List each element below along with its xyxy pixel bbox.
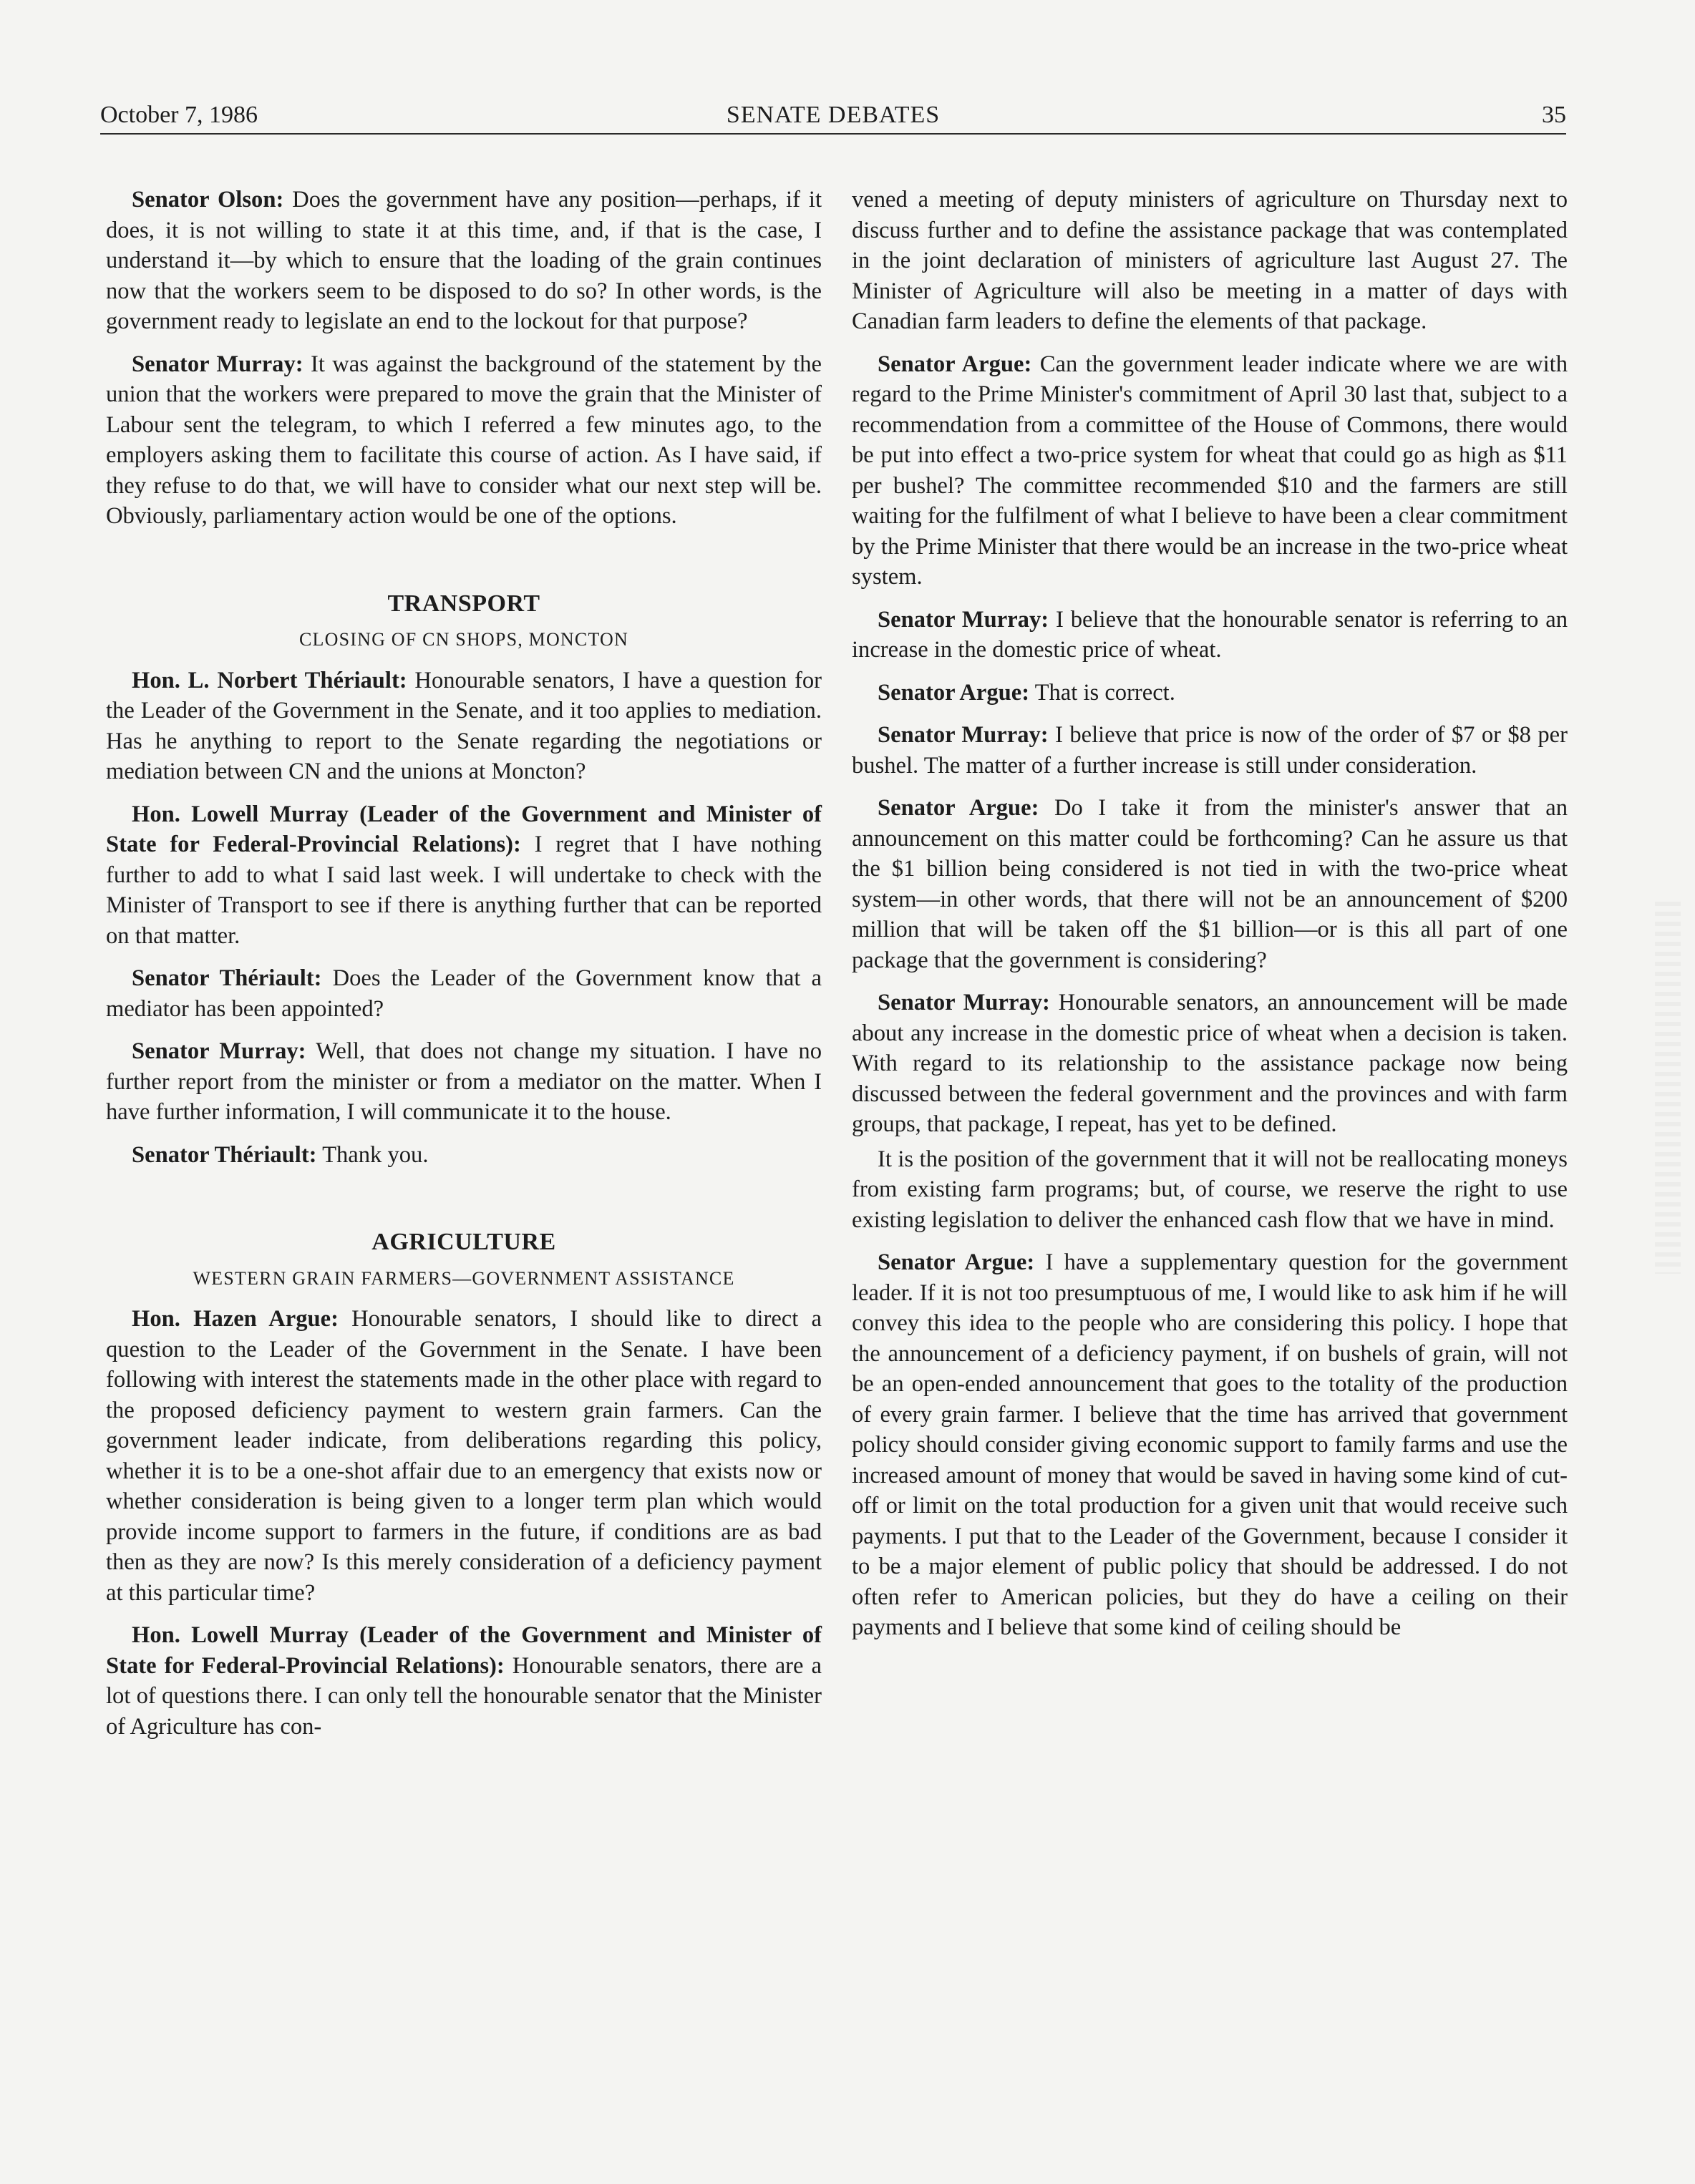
speech-text: I believe that the honourable senator is referring to an increase in the domestic price of wheat. xyxy=(852,606,1568,663)
right-column xyxy=(852,185,1568,1655)
speaker-name: Senator Olson: xyxy=(132,187,284,213)
speech-text: Do I take it from the minister's answer that an announcement on this matter could be forthcoming? Can he assure us that the $1 billion being considered is not tied in with the two-price wheat system—in other words, that there will not be an announcement of $200 million that will be taken off the $1 billion—or is this all part of one package that the government is considering? xyxy=(852,795,1568,973)
speech-text: I have a supplementary question for the government leader. If it is not too presumptuous of me, I would like to ask him if he will convey this idea to the people who are considering this policy. I hope that the announcement of a deficiency payment, if on bushels of grain, will not be an open-ended announcement that goes to the totality of the production of every grain farmer. I believe that the time has arrived that government policy should consider giving economic support to family farms and use the increased amount of money that would be saved in having some kind of cut-off or limit on the total production for a given unit that would receive such payments. I put that to the Leader of the Government, because I consider it to be a major element of public policy that should be addressed. I do not often refer to American policies, but they do have a ceiling on their payments and I believe that some kind of ceiling should be xyxy=(852,1249,1568,1640)
paragraph xyxy=(106,1304,822,1608)
paragraph xyxy=(852,988,1568,1140)
speech-text: That is correct. xyxy=(1029,679,1175,706)
speaker-name: Senator Argue: xyxy=(878,1249,1035,1275)
speaker-name: Senator Murray: xyxy=(878,722,1049,748)
left-column xyxy=(106,185,822,1754)
speech-text: Well, that does not change my situation. I have no further report from the minister or from a mediator on the matter. When I have further information, I will communicate it to the house. xyxy=(106,1038,822,1125)
paragraph xyxy=(106,666,822,787)
speech-text: I believe that price is now of the order of $7 or $8 per bushel. The matter of a further increase is still under consideration. xyxy=(852,722,1568,779)
speaker-name: Senator Murray: xyxy=(132,351,303,377)
speaker-name: Senator Murray: xyxy=(878,990,1050,1015)
speaker-name: Hon. Lowell Murray (Leader of the Government and Minister of State for Federal-Provincial Relations): xyxy=(106,1622,822,1679)
paragraph xyxy=(106,185,822,337)
paragraph xyxy=(852,678,1568,708)
speaker-name: Hon. Hazen Argue: xyxy=(132,1306,339,1332)
speech-text: Does the government have any position—perhaps, if it does, it is not willing to state it at this time, and, if that is the case, I understand it—by which to ensure that the loading of the grain continues now that the workers seem to be disposed to do so? In other words, is the government ready to legislate an end to the lockout for that purpose? xyxy=(106,187,822,334)
speech-text: Does the Leader of the Government know that a mediator has been appointed? xyxy=(106,965,822,1022)
speech-text: Can the government leader indicate where we are with regard to the Prime Minister's commitment of April 30 last that, subject to a recommendation from a committee of the House of Commons, there would be put into effect a two-price system for wheat that could go as high as $11 per bushel? The committee recommended $10 and the farmers are still waiting for the fulfilment of what I believe to have been a clear commitment by the Prime Minister that there would be an increase in the two-price wheat system. xyxy=(852,351,1568,590)
speaker-name: Hon. L. Norbert Thériault: xyxy=(132,667,407,693)
paragraph xyxy=(852,793,1568,975)
paragraph xyxy=(852,349,1568,593)
header-date: October 7, 1986 xyxy=(100,102,258,128)
speaker-name: Senator Argue: xyxy=(878,679,1030,706)
speaker-name: Senator Argue: xyxy=(878,795,1039,821)
speaker-name: Senator Argue: xyxy=(878,351,1032,377)
paragraph xyxy=(852,605,1568,666)
speech-text: It was against the background of the statement by the union that the workers were prepared to move the grain that the Minister of Labour sent the telegram, to which I referred a few minutes ago, to the employers asking them to facilitate this course of action. As I have said, if they refuse to do that, we will have to consider what our next step will be. Obviously, parliamentary action would be one of the options. xyxy=(106,351,822,529)
speech-text: Thank you. xyxy=(316,1141,429,1168)
paragraph xyxy=(106,1620,822,1742)
paragraph xyxy=(106,1036,822,1128)
speech-text: Honourable senators, an announcement will be made about any increase in the domestic price of wheat when a decision is taken. With regard to its relationship to the assistance package now being discussed between the federal government and the provinces and with farm groups, that package, I repeat, has yet to be defined. xyxy=(852,990,1568,1137)
section-heading-transport: TRANSPORT xyxy=(387,590,540,617)
speaker-name: Senator Murray: xyxy=(132,1038,306,1064)
speech-text: I regret that I have nothing further to add to what I said last week. I will undertake to check with the Minister of Transport to see if there is anything further that can be reported on that matter. xyxy=(106,832,822,949)
paragraph xyxy=(852,1247,1568,1643)
paragraph: It is the position of the government that it will not be reallocating moneys from existing farm programs; but, of course, we reserve the right to use existing legislation to deliver the enhanced cash flow that we have in mind. xyxy=(852,1146,1568,1233)
section-subheading: WESTERN GRAIN FARMERS—GOVERNMENT ASSISTANCE xyxy=(193,1267,735,1289)
speech-text: Honourable senators, I should like to direct a question to the Leader of the Government in the Senate. I have been following with interest the statements made in the other place with regard to the proposed deficiency payment to western grain farmers. Can the government leader indicate, from deliberations regarding this policy, whether it is to be a one-shot affair due to an emergency that exists now or whether consideration is being given to a longer term plan which would provide income support to farmers in the future, if conditions are as bad then as they are now? Is this merely consideration of a deficiency payment at this particular time? xyxy=(106,1306,822,1606)
speaker-name: Hon. Lowell Murray (Leader of the Government and Minister of State for Federal-Provincial Relations): xyxy=(106,801,822,857)
paragraph xyxy=(106,799,822,952)
page-header xyxy=(100,100,1566,135)
paragraph xyxy=(106,963,822,1024)
header-title: SENATE DEBATES xyxy=(726,102,941,128)
speaker-name: Senator Murray: xyxy=(878,606,1049,633)
paragraph: vened a meeting of deputy ministers of agriculture on Thursday next to discuss further and to define the assistance package that was contemplated in the joint declaration of ministers of agriculture last August 27. The Minister of Agriculture will also be meeting in a matter of days with Canadian farm leaders to define the elements of that package. xyxy=(852,187,1568,334)
speaker-name: Senator Thériault: xyxy=(132,965,322,991)
paragraph xyxy=(106,349,822,532)
scan-artifact xyxy=(1655,902,1681,1274)
paragraph xyxy=(106,1140,822,1171)
section-subheading: CLOSING OF CN SHOPS, MONCTON xyxy=(298,629,629,650)
paragraph xyxy=(852,720,1568,781)
section-heading-agriculture: AGRICULTURE xyxy=(371,1229,556,1255)
page-number: 35 xyxy=(1542,102,1566,128)
speech-text: Honourable senators, there are a lot of questions there. I can only tell the honourable senator that the Minister of Agriculture has con- xyxy=(106,1652,822,1740)
speaker-name: Senator Thériault: xyxy=(132,1141,317,1168)
speech-text: Honourable senators, I have a question for the Leader of the Government in the Senate, and it too applies to mediation. Has he anything to report to the Senate regarding the negotiations or mediation between CN and the unions at Moncton? xyxy=(106,667,822,784)
